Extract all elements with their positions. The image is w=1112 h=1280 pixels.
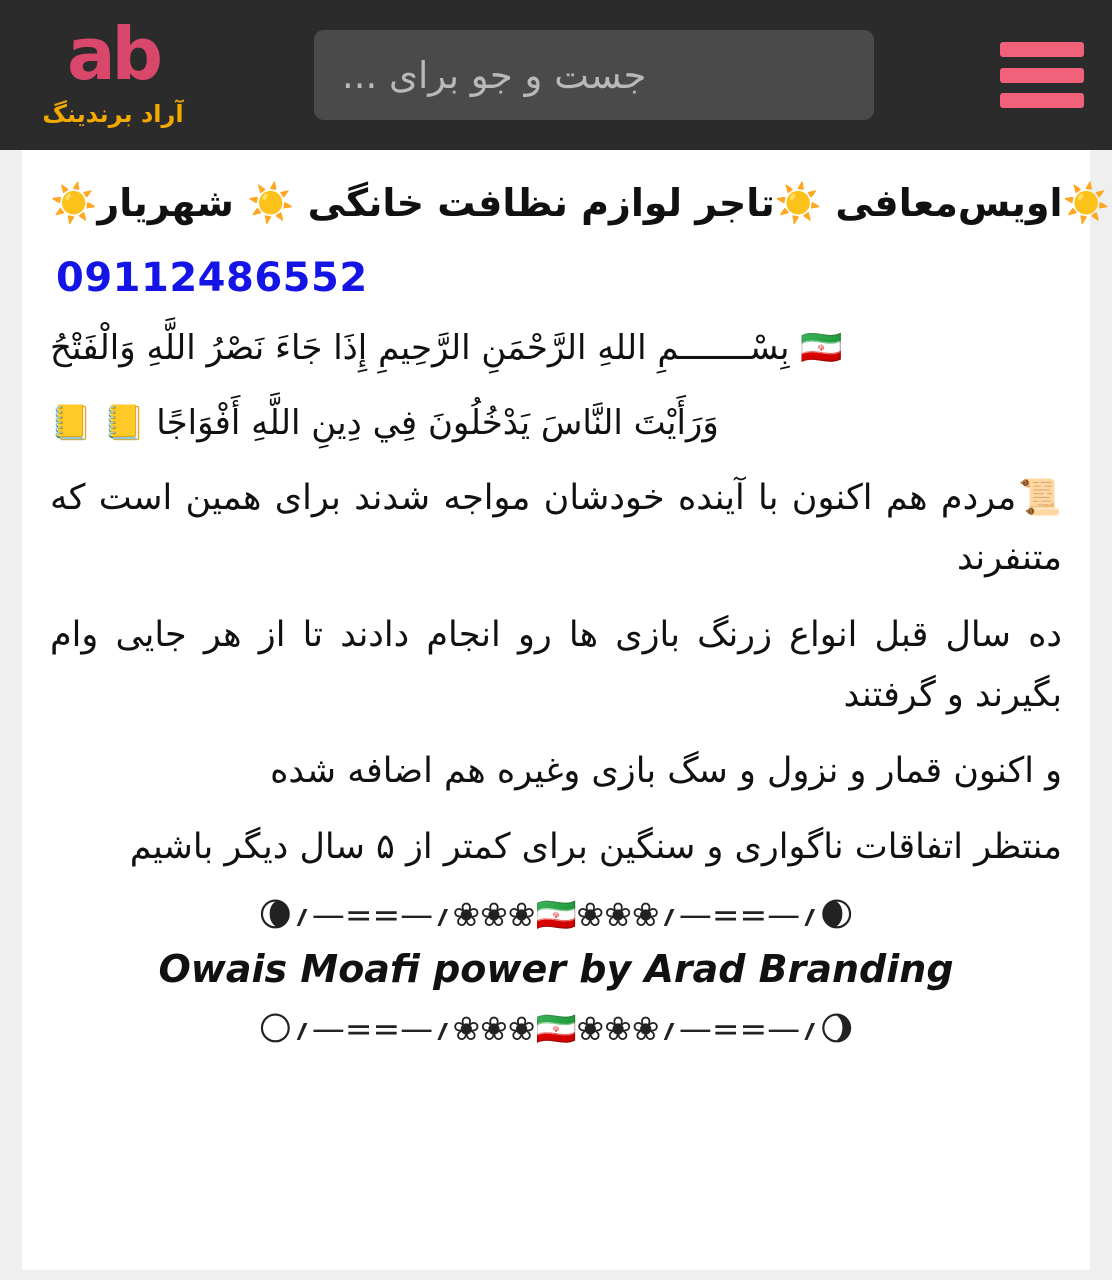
phone-number[interactable]: 09112486552 xyxy=(56,255,368,302)
decorative-divider-top: 🌘؍—==—؍❀❀❀🇮🇷❀❀❀؍—==—؍🌒 xyxy=(258,895,854,935)
post-line: 📜مردم هم اکنون با آینده خودشان مواجه شدند برای همین است که متنفرند xyxy=(50,478,1062,579)
post-line: و اکنون قمار و نزول و سگ بازی وغیره هم اضافه شده xyxy=(270,750,1062,791)
search-input[interactable] xyxy=(314,30,874,120)
content-wrapper xyxy=(0,150,1112,1270)
decorative-divider-bottom: 🌕؍—==—؍❀❀❀🇮🇷❀❀❀؍—==—؍🌖 xyxy=(258,1009,854,1049)
post-line: 🇮🇷 بِسْـــــــمِ اللهِ الرَّحْمَنِ الرَّحِيمِ إِذَا جَاءَ نَصْرُ اللَّهِ وَالْفَتْحُ xyxy=(50,328,843,369)
post-line: وَرَأَيْتَ النَّاسَ يَدْخُلُونَ فِي دِينِ اللَّهِ أَفْوَاجًا 📒 📒 xyxy=(50,402,719,443)
logo-subtitle: آراد برندینگ xyxy=(42,100,184,128)
post-title-row xyxy=(50,178,1110,229)
post-line: منتظر اتفاقات ناگواری و سنگین برای کمتر از ۵ سال دیگر باشیم xyxy=(129,827,1062,868)
hamburger-bar xyxy=(1000,42,1084,57)
search-placeholder: جست و جو برای ... xyxy=(342,53,647,97)
brand-logo[interactable] xyxy=(32,12,194,132)
hamburger-bar xyxy=(1000,93,1084,108)
post-signature: Owais Moafi power by Arad Branding xyxy=(158,947,954,992)
post-card xyxy=(22,150,1110,1270)
logo-mark-text: ab xyxy=(66,12,160,96)
post-line: ده سال قبل انواع زرنگ بازی ها رو انجام دادند تا از هر جایی وام بگیرند و گرفتند xyxy=(50,614,1062,715)
hamburger-bar xyxy=(1000,68,1084,83)
page-title: ☀️اویس‌معافی ☀️تاجر لوازم نظافت خانگی ☀️ شهریار☀️ xyxy=(50,181,1110,225)
logo-mark xyxy=(32,12,194,100)
hamburger-menu-icon[interactable] xyxy=(1000,42,1084,108)
app-header xyxy=(0,0,1112,150)
